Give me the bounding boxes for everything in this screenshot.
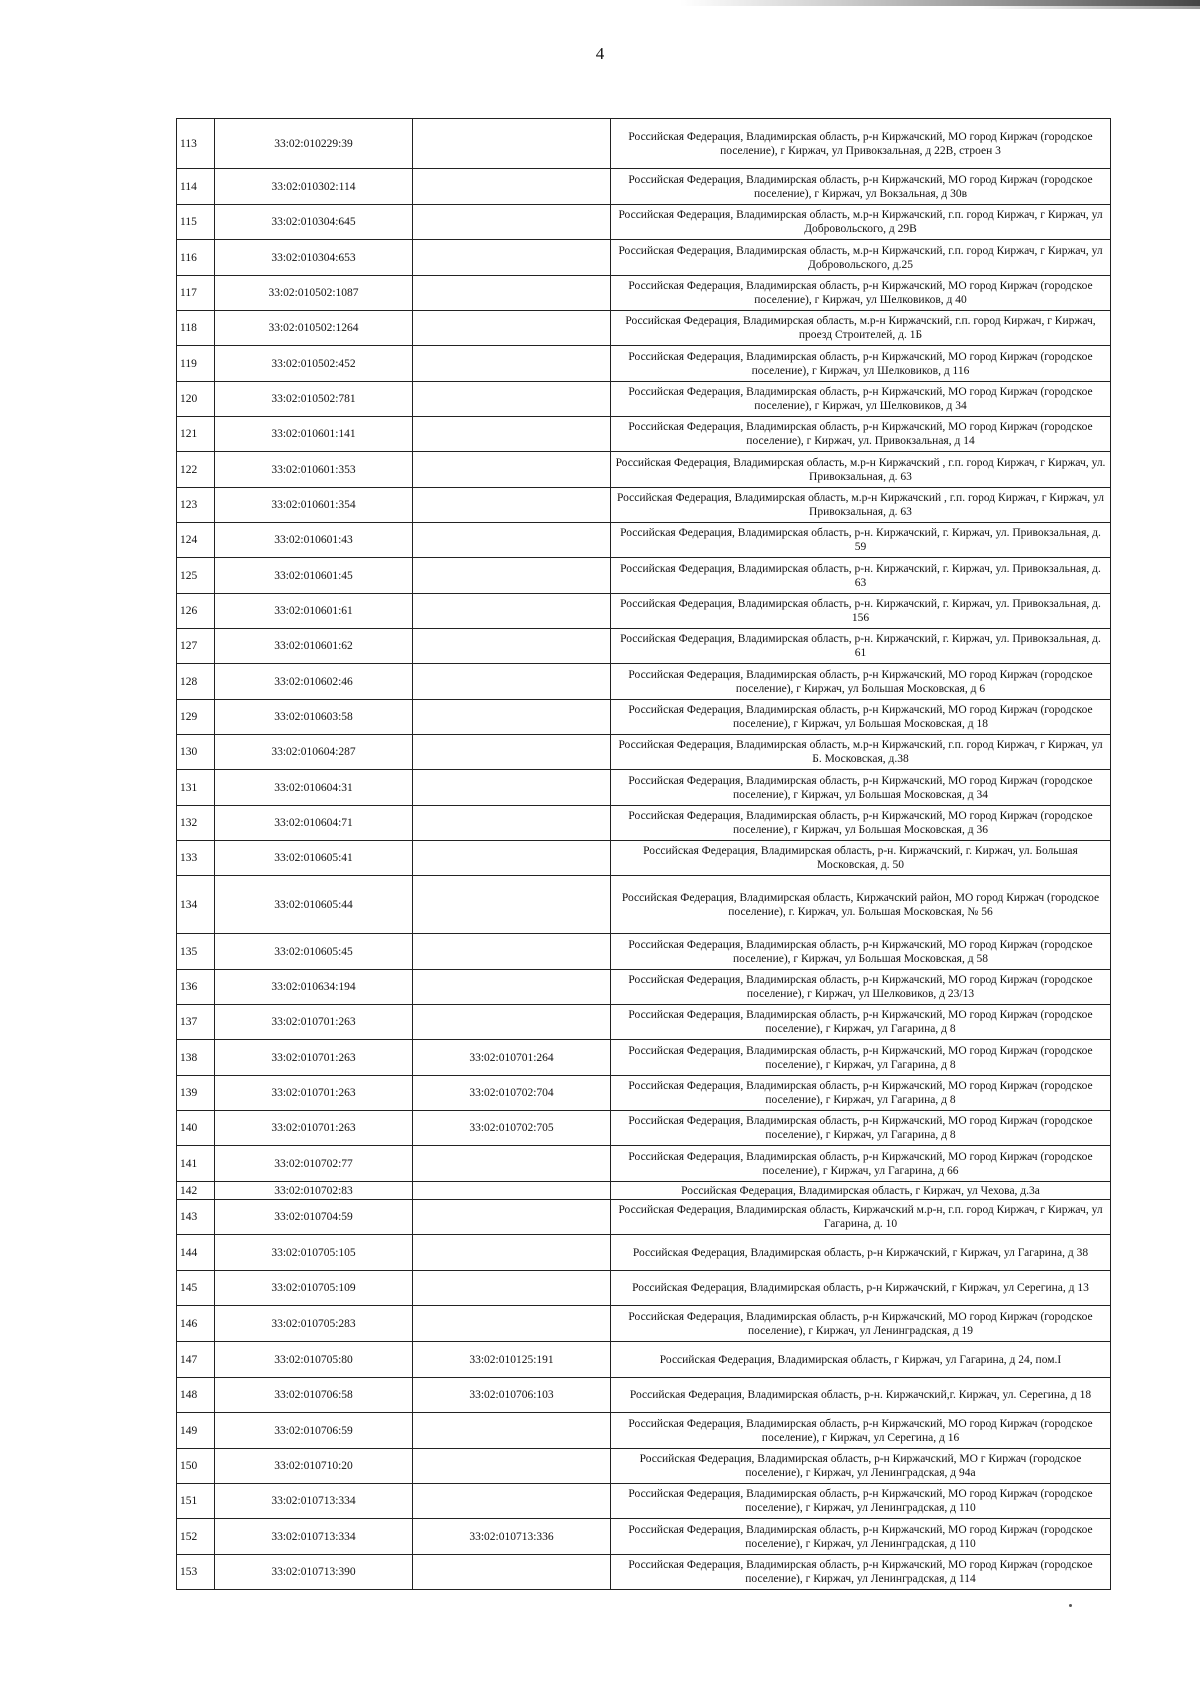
scan-speck	[1069, 1604, 1072, 1607]
cadastral-number: 33:02:010502:1264	[215, 311, 413, 346]
address: Российская Федерация, Владимирская область, р-н Киржачский, МО город Киржач (городское поселение), г Киржач, ул Большая Московская, д 34	[611, 770, 1111, 806]
address: Российская Федерация, Владимирская область, р-н. Киржачский, г. Киржач, ул. Привокзальная, д. 63	[611, 558, 1111, 594]
row-number: 115	[177, 205, 215, 240]
table-row	[177, 452, 1111, 488]
row-number: 138	[177, 1040, 215, 1076]
cadastral-number: 33:02:010706:59	[215, 1413, 413, 1449]
table-row	[177, 1271, 1111, 1306]
cadastral-number: 33:02:010605:44	[215, 876, 413, 934]
table-row	[177, 1235, 1111, 1271]
cadastral-number: 33:02:010302:114	[215, 169, 413, 205]
related-cadastral-number	[413, 970, 611, 1005]
related-cadastral-number: 33:02:010702:704	[413, 1076, 611, 1111]
cadastral-number: 33:02:010604:71	[215, 806, 413, 841]
table-row	[177, 1182, 1111, 1200]
related-cadastral-number	[413, 1182, 611, 1200]
row-number: 142	[177, 1182, 215, 1200]
address: Российская Федерация, Владимирская область, Киржачский м.р-н, г.п. город Киржач, г Киржач, ул Гагарина, д. 10	[611, 1200, 1111, 1235]
cadastral-number: 33:02:010705:109	[215, 1271, 413, 1306]
related-cadastral-number	[413, 664, 611, 700]
address: Российская Федерация, Владимирская область, р-н. Киржачский, г. Киржач, ул. Привокзальная, д. 59	[611, 523, 1111, 558]
table-row	[177, 488, 1111, 523]
registry-table	[176, 118, 1111, 1590]
cadastral-number: 33:02:010229:39	[215, 119, 413, 169]
row-number: 123	[177, 488, 215, 523]
cadastral-number: 33:02:010502:1087	[215, 276, 413, 311]
page-number: 4	[595, 44, 605, 63]
row-number: 130	[177, 735, 215, 770]
row-number: 149	[177, 1413, 215, 1449]
related-cadastral-number	[413, 841, 611, 876]
related-cadastral-number	[413, 346, 611, 382]
cadastral-number: 33:02:010601:43	[215, 523, 413, 558]
row-number: 147	[177, 1342, 215, 1378]
cadastral-number: 33:02:010601:45	[215, 558, 413, 594]
related-cadastral-number	[413, 417, 611, 452]
row-number: 133	[177, 841, 215, 876]
related-cadastral-number	[413, 934, 611, 970]
table-row	[177, 1146, 1111, 1182]
row-number: 145	[177, 1271, 215, 1306]
row-number: 146	[177, 1306, 215, 1342]
cadastral-number: 33:02:010713:334	[215, 1519, 413, 1555]
row-number: 141	[177, 1146, 215, 1182]
table-row	[177, 664, 1111, 700]
related-cadastral-number	[413, 700, 611, 735]
related-cadastral-number: 33:02:010706:103	[413, 1378, 611, 1413]
cadastral-number: 33:02:010701:263	[215, 1040, 413, 1076]
row-number: 136	[177, 970, 215, 1005]
cadastral-number: 33:02:010502:452	[215, 346, 413, 382]
table-row	[177, 1555, 1111, 1590]
table-row	[177, 934, 1111, 970]
related-cadastral-number	[413, 558, 611, 594]
related-cadastral-number	[413, 1484, 611, 1519]
address: Российская Федерация, Владимирская область, р-н Киржачский, МО город Киржач (городское поселение), г Киржач, ул Большая Московская, д 6	[611, 664, 1111, 700]
address: Российская Федерация, Владимирская область, р-н Киржачский, МО город Киржач (городское поселение), г Киржач, ул Гагарина, д 66	[611, 1146, 1111, 1182]
table-row	[177, 523, 1111, 558]
row-number: 139	[177, 1076, 215, 1111]
cadastral-number: 33:02:010603:58	[215, 700, 413, 735]
related-cadastral-number	[413, 311, 611, 346]
cadastral-number: 33:02:010702:77	[215, 1146, 413, 1182]
address: Российская Федерация, Владимирская область, р-н Киржачский, МО город Киржач (городское поселение), г Киржач, ул Гагарина, д 8	[611, 1040, 1111, 1076]
row-number: 134	[177, 876, 215, 934]
related-cadastral-number	[413, 1235, 611, 1271]
table-row	[177, 735, 1111, 770]
address: Российская Федерация, Владимирская область, р-н Киржачский, МО город Киржач (городское поселение), г Киржач, ул Гагарина, д 8	[611, 1005, 1111, 1040]
row-number: 153	[177, 1555, 215, 1590]
table-row	[177, 700, 1111, 735]
address: Российская Федерация, Владимирская область, р-н Киржачский, МО город Киржач (городское поселение), г Киржач, ул Привокзальная, д 22В, строен 3	[611, 119, 1111, 169]
table-row	[177, 1413, 1111, 1449]
related-cadastral-number	[413, 169, 611, 205]
row-number: 114	[177, 169, 215, 205]
row-number: 113	[177, 119, 215, 169]
address: Российская Федерация, Владимирская область, р-н Киржачский, МО город Киржач (городское поселение), г Киржач, ул Ленинградская, д 110	[611, 1519, 1111, 1555]
cadastral-number: 33:02:010704:59	[215, 1200, 413, 1235]
address: Российская Федерация, Владимирская область, г Киржач, ул Гагарина, д 24, пом.I	[611, 1342, 1111, 1378]
related-cadastral-number	[413, 276, 611, 311]
row-number: 137	[177, 1005, 215, 1040]
related-cadastral-number	[413, 1413, 611, 1449]
address: Российская Федерация, Владимирская область, р-н Киржачский, МО г Киржач (городское поселение), г Киржач, ул Ленинградская, д 94а	[611, 1449, 1111, 1484]
row-number: 124	[177, 523, 215, 558]
row-number: 148	[177, 1378, 215, 1413]
address: Российская Федерация, Владимирская область, р-н Киржачский, МО город Киржач (городское поселение), г Киржач, ул Шелковиков, д 34	[611, 382, 1111, 417]
cadastral-number: 33:02:010706:58	[215, 1378, 413, 1413]
cadastral-number: 33:02:010604:31	[215, 770, 413, 806]
address: Российская Федерация, Владимирская область, р-н Киржачский, МО город Киржач (городское поселение), г Киржач, ул Гагарина, д 8	[611, 1111, 1111, 1146]
address: Российская Федерация, Владимирская область, р-н. Киржачский, г. Киржач, ул. Привокзальная, д. 156	[611, 594, 1111, 629]
cadastral-number: 33:02:010304:653	[215, 240, 413, 276]
address: Российская Федерация, Владимирская область, р-н Киржачский, г Киржач, ул Гагарина, д 38	[611, 1235, 1111, 1271]
related-cadastral-number	[413, 629, 611, 664]
table-row	[177, 346, 1111, 382]
cadastral-number: 33:02:010604:287	[215, 735, 413, 770]
row-number: 128	[177, 664, 215, 700]
related-cadastral-number	[413, 594, 611, 629]
related-cadastral-number	[413, 205, 611, 240]
table-row	[177, 770, 1111, 806]
table-row	[177, 806, 1111, 841]
related-cadastral-number	[413, 735, 611, 770]
row-number: 122	[177, 452, 215, 488]
row-number: 151	[177, 1484, 215, 1519]
related-cadastral-number	[413, 382, 611, 417]
row-number: 150	[177, 1449, 215, 1484]
table-row	[177, 1111, 1111, 1146]
address: Российская Федерация, Владимирская область, м.р-н Киржачский , г.п. город Киржач, г Киржач, ул Привокзальная, д. 63	[611, 488, 1111, 523]
table-row	[177, 1378, 1111, 1413]
table-row	[177, 594, 1111, 629]
address: Российская Федерация, Владимирская область, р-н Киржачский, МО город Киржач (городское поселение), г Киржач, ул Шелковиков, д 40	[611, 276, 1111, 311]
row-number: 119	[177, 346, 215, 382]
cadastral-number: 33:02:010705:105	[215, 1235, 413, 1271]
cadastral-number: 33:02:010701:263	[215, 1076, 413, 1111]
row-number: 118	[177, 311, 215, 346]
table-row	[177, 119, 1111, 169]
related-cadastral-number	[413, 1271, 611, 1306]
table-row	[177, 970, 1111, 1005]
table-row	[177, 417, 1111, 452]
row-number: 127	[177, 629, 215, 664]
cadastral-number: 33:02:010502:781	[215, 382, 413, 417]
address: Российская Федерация, Владимирская область, р-н Киржачский, МО город Киржач (городское поселение), г Киржач, ул Ленинградская, д 19	[611, 1306, 1111, 1342]
cadastral-number: 33:02:010710:20	[215, 1449, 413, 1484]
cadastral-number: 33:02:010605:41	[215, 841, 413, 876]
row-number: 140	[177, 1111, 215, 1146]
related-cadastral-number	[413, 1200, 611, 1235]
related-cadastral-number	[413, 1555, 611, 1590]
table-row	[177, 629, 1111, 664]
related-cadastral-number	[413, 523, 611, 558]
table-row	[177, 841, 1111, 876]
related-cadastral-number	[413, 1306, 611, 1342]
table-row	[177, 558, 1111, 594]
row-number: 117	[177, 276, 215, 311]
cadastral-number: 33:02:010601:354	[215, 488, 413, 523]
address: Российская Федерация, Владимирская область, м.р-н Киржачский, г.п. город Киржач, г Киржач, ул Добровольского, д 29В	[611, 205, 1111, 240]
related-cadastral-number	[413, 876, 611, 934]
address: Российская Федерация, Владимирская область, р-н Киржачский, МО город Киржач (городское поселение), г Киржач, ул Большая Московская, д 58	[611, 934, 1111, 970]
row-number: 116	[177, 240, 215, 276]
table-row	[177, 1519, 1111, 1555]
related-cadastral-number: 33:02:010702:705	[413, 1111, 611, 1146]
table-row	[177, 205, 1111, 240]
address: Российская Федерация, Владимирская область, р-н Киржачский, МО город Киржач (городское поселение), г Киржач, ул Большая Московская, д 18	[611, 700, 1111, 735]
related-cadastral-number	[413, 452, 611, 488]
cadastral-number: 33:02:010705:80	[215, 1342, 413, 1378]
related-cadastral-number	[413, 1005, 611, 1040]
row-number: 143	[177, 1200, 215, 1235]
row-number: 121	[177, 417, 215, 452]
cadastral-number: 33:02:010304:645	[215, 205, 413, 240]
table-row	[177, 311, 1111, 346]
cadastral-number: 33:02:010605:45	[215, 934, 413, 970]
address: Российская Федерация, Владимирская область, г Киржач, ул Чехова, д.3а	[611, 1182, 1111, 1200]
related-cadastral-number	[413, 806, 611, 841]
cadastral-number: 33:02:010601:141	[215, 417, 413, 452]
table-row	[177, 1200, 1111, 1235]
address: Российская Федерация, Владимирская область, р-н Киржачский, МО город Киржач (городское поселение), г Киржач, ул Вокзальная, д 30в	[611, 169, 1111, 205]
related-cadastral-number: 33:02:010701:264	[413, 1040, 611, 1076]
related-cadastral-number	[413, 770, 611, 806]
row-number: 152	[177, 1519, 215, 1555]
address: Российская Федерация, Владимирская область, м.р-н Киржачский, г.п. город Киржач, г Киржач, проезд Строителей, д. 1Б	[611, 311, 1111, 346]
row-number: 125	[177, 558, 215, 594]
cadastral-number: 33:02:010601:62	[215, 629, 413, 664]
address: Российская Федерация, Владимирская область, р-н Киржачский, МО город Киржач (городское поселение), г Киржач, ул Ленинградская, д 110	[611, 1484, 1111, 1519]
table-row	[177, 169, 1111, 205]
row-number: 131	[177, 770, 215, 806]
address: Российская Федерация, Владимирская область, р-н. Киржачский, г. Киржач, ул. Большая Московская, д. 50	[611, 841, 1111, 876]
table-row	[177, 382, 1111, 417]
address: Российская Федерация, Владимирская область, м.р-н Киржачский, г.п. город Киржач, г Киржач, ул Б. Московская, д.38	[611, 735, 1111, 770]
table-row	[177, 240, 1111, 276]
table-row	[177, 1342, 1111, 1378]
row-number: 132	[177, 806, 215, 841]
address: Российская Федерация, Владимирская область, р-н Киржачский, МО город Киржач (городское поселение), г Киржач, ул Гагарина, д 8	[611, 1076, 1111, 1111]
cadastral-number: 33:02:010701:263	[215, 1005, 413, 1040]
related-cadastral-number	[413, 488, 611, 523]
address: Российская Федерация, Владимирская область, р-н. Киржачский, г. Киржач, ул. Привокзальная, д. 61	[611, 629, 1111, 664]
cadastral-number: 33:02:010602:46	[215, 664, 413, 700]
address: Российская Федерация, Владимирская область, р-н Киржачский, МО город Киржач (городское поселение), г Киржач, ул Ленинградская, д 114	[611, 1555, 1111, 1590]
cadastral-number: 33:02:010705:283	[215, 1306, 413, 1342]
address: Российская Федерация, Владимирская область, р-н Киржачский, МО город Киржач (городское поселение), г Киржач, ул Шелковиков, д 116	[611, 346, 1111, 382]
address: Российская Федерация, Владимирская область, р-н Киржачский, МО город Киржач (городское поселение), г Киржач, ул Большая Московская, д 36	[611, 806, 1111, 841]
scan-artifact-tail	[980, 6, 1200, 9]
cadastral-number: 33:02:010702:83	[215, 1182, 413, 1200]
cadastral-number: 33:02:010634:194	[215, 970, 413, 1005]
row-number: 135	[177, 934, 215, 970]
related-cadastral-number	[413, 240, 611, 276]
related-cadastral-number	[413, 1449, 611, 1484]
table-row	[177, 276, 1111, 311]
address: Российская Федерация, Владимирская область, Киржачский район, МО город Киржач (городское поселение), г. Киржач, ул. Большая Московская, № 56	[611, 876, 1111, 934]
address: Российская Федерация, Владимирская область, м.р-н Киржачский, г.п. город Киржач, г Киржач, ул Добровольского, д.25	[611, 240, 1111, 276]
related-cadastral-number	[413, 1146, 611, 1182]
address: Российская Федерация, Владимирская область, р-н Киржачский, МО город Киржач (городское поселение), г Киржач, ул Шелковиков, д 23/13	[611, 970, 1111, 1005]
table-row	[177, 1040, 1111, 1076]
cadastral-number: 33:02:010601:61	[215, 594, 413, 629]
address: Российская Федерация, Владимирская область, р-н Киржачский, г Киржач, ул Серегина, д 13	[611, 1271, 1111, 1306]
row-number: 126	[177, 594, 215, 629]
table-row	[177, 876, 1111, 934]
table-row	[177, 1076, 1111, 1111]
row-number: 120	[177, 382, 215, 417]
table-row	[177, 1005, 1111, 1040]
address: Российская Федерация, Владимирская область, м.р-н Киржачский , г.п. город Киржач, г Киржач, ул. Привокзальная, д. 63	[611, 452, 1111, 488]
address: Российская Федерация, Владимирская область, р-н. Киржачский,г. Киржач, ул. Серегина, д 18	[611, 1378, 1111, 1413]
row-number: 129	[177, 700, 215, 735]
cadastral-number: 33:02:010601:353	[215, 452, 413, 488]
registry-table-body	[177, 119, 1111, 1590]
address: Российская Федерация, Владимирская область, р-н Киржачский, МО город Киржач (городское поселение), г Киржач, ул Серегина, д 16	[611, 1413, 1111, 1449]
cadastral-number: 33:02:010713:390	[215, 1555, 413, 1590]
row-number: 144	[177, 1235, 215, 1271]
table-row	[177, 1484, 1111, 1519]
table-row	[177, 1306, 1111, 1342]
address: Российская Федерация, Владимирская область, р-н Киржачский, МО город Киржач (городское поселение), г Киржач, ул. Привокзальная, д 14	[611, 417, 1111, 452]
related-cadastral-number	[413, 119, 611, 169]
related-cadastral-number: 33:02:010125:191	[413, 1342, 611, 1378]
cadastral-number: 33:02:010701:263	[215, 1111, 413, 1146]
related-cadastral-number: 33:02:010713:336	[413, 1519, 611, 1555]
cadastral-number: 33:02:010713:334	[215, 1484, 413, 1519]
table-row	[177, 1449, 1111, 1484]
